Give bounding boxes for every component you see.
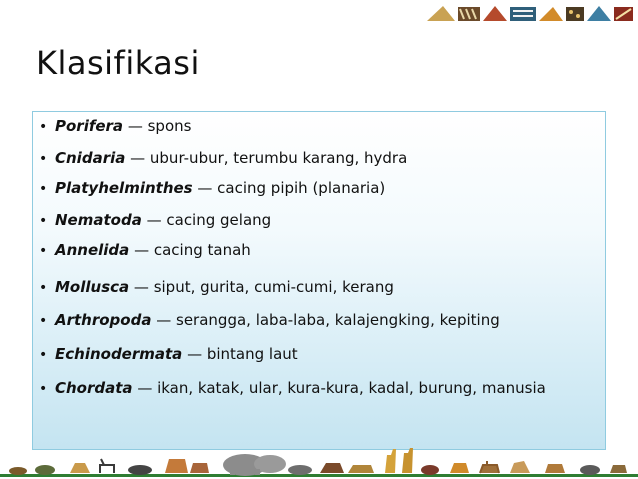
phylum-examples: cacing gelang (166, 211, 272, 229)
phylum-name: Chordata (55, 379, 133, 397)
phylum-name: Porifera (55, 117, 124, 135)
separator: — (132, 379, 158, 397)
phylum-examples: bintang laut (206, 345, 298, 363)
phylum-examples: serangga, laba-laba, kalajengking, kepiting (176, 311, 500, 329)
phylum-name: Echinodermata (55, 345, 183, 363)
phylum-examples: cacing tanah (153, 241, 251, 259)
separator: — (125, 149, 150, 167)
list-item (39, 345, 298, 363)
separator: — (129, 241, 154, 259)
bullet-icon: • (39, 151, 48, 167)
list-item (39, 379, 546, 397)
phylum-examples: cacing pipih (planaria) (217, 179, 386, 197)
list-item (39, 179, 385, 197)
phylum-name: Nematoda (55, 211, 142, 229)
animal-silhouettes-strip-icon (0, 447, 638, 479)
bullet-icon: • (39, 381, 48, 397)
separator: — (151, 311, 177, 329)
separator: — (129, 278, 154, 296)
bullet-icon: • (39, 243, 48, 259)
list-item (39, 311, 500, 329)
list-item (39, 278, 394, 296)
list-item (39, 117, 191, 135)
phylum-examples: ikan, katak, ular, kura-kura, kadal, burung, manusia (157, 379, 546, 397)
bullet-icon: • (39, 181, 48, 197)
bullet-icon: • (39, 119, 48, 135)
list-item (39, 149, 407, 167)
bullet-icon: • (39, 347, 48, 363)
slide-title: Klasifikasi (36, 44, 200, 82)
phylum-name: Platyhelminthes (55, 179, 193, 197)
phylum-name: Cnidaria (55, 149, 126, 167)
animal-pattern-strip-icon (425, 3, 635, 23)
phylum-examples: spons (147, 117, 192, 135)
separator: — (192, 179, 218, 197)
separator: — (182, 345, 207, 363)
bullet-icon: • (39, 280, 48, 296)
list-item (39, 211, 271, 229)
list-item (39, 241, 251, 259)
content-box (32, 111, 606, 450)
separator: — (123, 117, 148, 135)
phylum-name: Annelida (55, 241, 130, 259)
phylum-name: Arthropoda (55, 311, 152, 329)
separator: — (141, 211, 167, 229)
phylum-name: Mollusca (55, 278, 130, 296)
phylum-examples: ubur-ubur, terumbu karang, hydra (149, 149, 408, 167)
phylum-examples: siput, gurita, cumi-cumi, kerang (153, 278, 394, 296)
bullet-icon: • (39, 213, 48, 229)
bullet-icon: • (39, 313, 48, 329)
